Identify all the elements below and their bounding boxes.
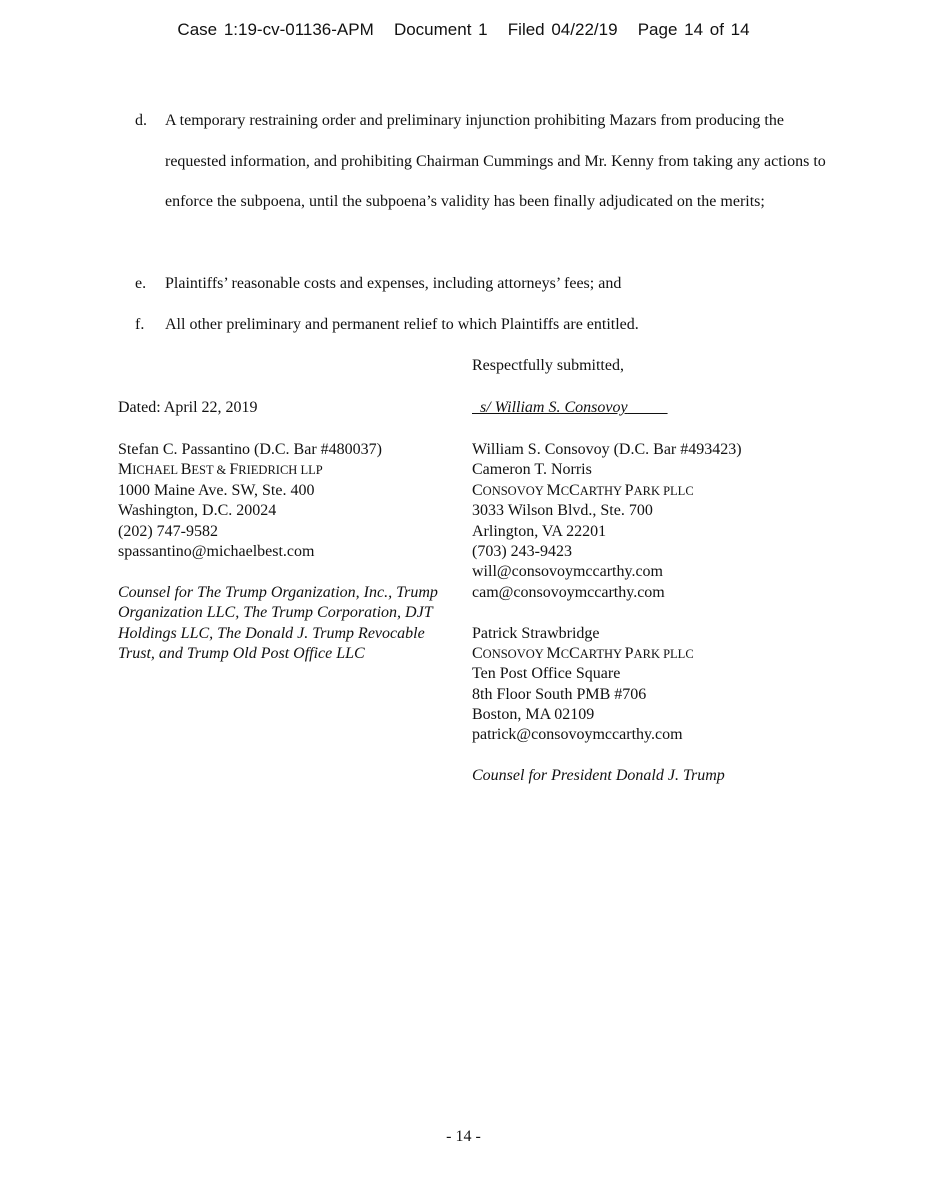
- item-marker: e.: [135, 275, 147, 292]
- address-line: Washington, D.C. 20024: [118, 502, 277, 520]
- left-signature-block: [118, 440, 438, 664]
- firm-name: CONSOVOY MCCARTHY PARK PLLC: [472, 481, 694, 499]
- item-text: All other preliminary and permanent relief to which Plaintiffs are entitled.: [165, 316, 639, 333]
- right-signature-block: [472, 440, 742, 787]
- case-number: Case 1:19-cv-01136-APM: [177, 20, 374, 39]
- counsel-for-line: Holdings LLC, The Donald J. Trump Revocable: [118, 624, 425, 642]
- closing: Respectfully submitted,: [472, 357, 624, 374]
- item-text: Plaintiffs’ reasonable costs and expenses, including attorneys’ fees; and: [165, 275, 622, 292]
- address-line: 8th Floor South PMB #706: [472, 685, 647, 703]
- counsel-for-line: Counsel for President Donald J. Trump: [472, 767, 725, 785]
- attorney-name: Cameron T. Norris: [472, 461, 592, 479]
- relief-item-d: [135, 101, 835, 266]
- signature-line: [472, 399, 668, 417]
- relief-item-f: [135, 305, 835, 346]
- attorney-name: William S. Consovoy (D.C. Bar #493423): [472, 441, 742, 458]
- relief-item-e: [135, 264, 835, 305]
- address-line: Boston, MA 02109: [472, 706, 595, 724]
- email: will@consovoymccarthy.com: [472, 563, 663, 581]
- item-marker: f.: [135, 316, 145, 333]
- filed-date: Filed 04/22/19: [507, 20, 618, 39]
- email: patrick@consovoymccarthy.com: [472, 726, 683, 744]
- firm-name: CONSOVOY MCCARTHY PARK PLLC: [472, 644, 694, 662]
- dated-line: Dated: April 22, 2019: [118, 399, 258, 416]
- page-count: Page 14 of 14: [637, 20, 750, 39]
- signature: s/ William S. Consovoy: [480, 399, 628, 416]
- counsel-for-line: Organization LLC, The Trump Corporation, DJT: [118, 604, 433, 622]
- document-number: Document 1: [393, 20, 488, 39]
- email: cam@consovoymccarthy.com: [472, 583, 665, 601]
- page-number: - 14 -: [446, 1128, 481, 1145]
- counsel-for-line: Trust, and Trump Old Post Office LLC: [118, 644, 365, 662]
- attorney-name: Stefan C. Passantino (D.C. Bar #480037): [118, 441, 382, 458]
- counsel-for-line: Counsel for The Trump Organization, Inc., Trump: [118, 583, 438, 601]
- address-line: Arlington, VA 22201: [472, 522, 607, 540]
- address-line: 1000 Maine Ave. SW, Ste. 400: [118, 481, 315, 499]
- address-line: 3033 Wilson Blvd., Ste. 700: [472, 502, 653, 520]
- phone: (202) 747-9582: [118, 522, 218, 540]
- attorney-name: Patrick Strawbridge: [472, 624, 600, 642]
- page-header: [0, 20, 927, 40]
- firm-name: MICHAEL BEST & FRIEDRICH LLP: [118, 461, 323, 479]
- item-text: A temporary restraining order and preliminary injunction prohibiting Mazars from producing the requested information, and prohibiting Chairman Cummings and Mr. Kenny from taking any actions to enforce the subpoena, until the subpoena’s validity has been finally adjudicated on the merits;: [165, 112, 826, 210]
- email: spassantino@michaelbest.com: [118, 542, 315, 560]
- address-line: Ten Post Office Square: [472, 665, 621, 683]
- phone: (703) 243-9423: [472, 542, 572, 560]
- item-marker: d.: [135, 112, 147, 129]
